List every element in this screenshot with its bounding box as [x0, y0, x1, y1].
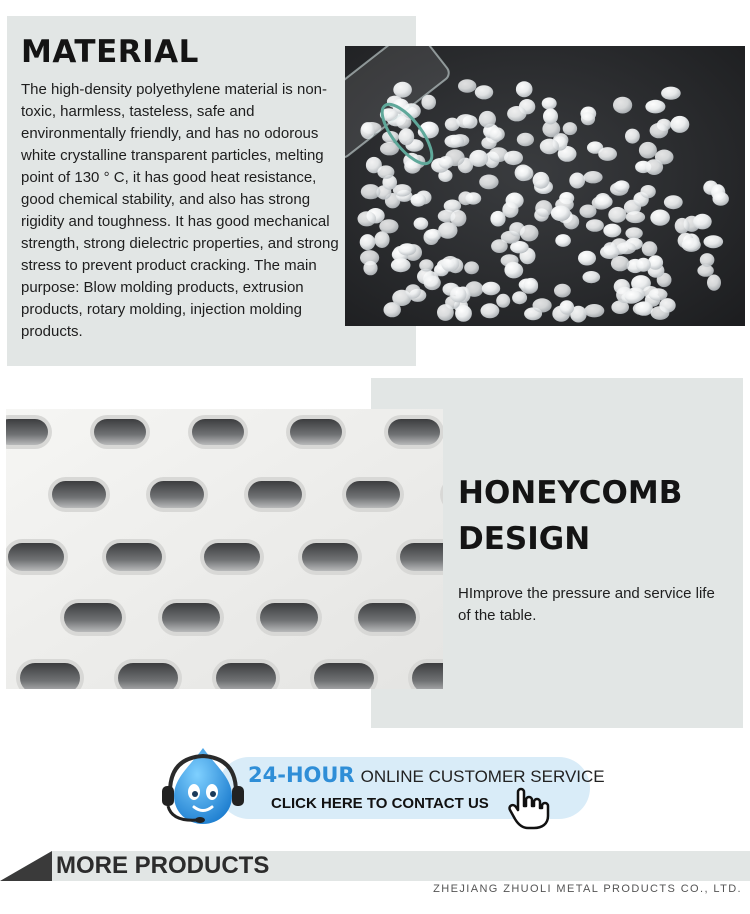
contact-us-banner[interactable] — [158, 744, 605, 830]
pointing-hand-icon[interactable] — [508, 784, 556, 830]
company-name: ZHEJIANG ZHUOLI METAL PRODUCTS CO., LTD. — [433, 883, 742, 895]
more-products-title: MORE PRODUCTS — [56, 852, 270, 879]
contact-service-label[interactable]: ONLINE CUSTOMER SERVICE — [360, 767, 605, 786]
polyethylene-pellets-photo — [345, 46, 745, 326]
honeycomb-title-line1: HONEYCOMB — [458, 475, 683, 511]
contact-hours[interactable]: 24-HOUR — [248, 763, 355, 787]
honeycomb-title-line2: DESIGN — [458, 521, 591, 557]
section-corner-icon — [0, 851, 52, 881]
honeycomb-surface-photo — [6, 409, 443, 689]
headset-mascot-icon — [158, 744, 248, 830]
honeycomb-description: HImprove the pressure and service life of the table. — [458, 585, 715, 624]
material-title: MATERIAL — [21, 34, 199, 70]
honeycomb-title — [458, 470, 682, 562]
contact-us-link[interactable]: CLICK HERE TO CONTACT US — [271, 795, 489, 812]
material-description: The high-density polyethylene material is non-toxic, harmless, tasteless, safe and environmentally friendly, and has no odorous white crystalline transparent particles, melting point of 130 ° C, it has good heat resistance, good chemical stability, and also has strong rigidity and toughness. It has good mechanical strength, strong dielectric properties, and strong stress to prevent product cracking. The main purpose: Blow molding products, extrusion products, rotary molding, injection molding products. — [21, 81, 339, 340]
